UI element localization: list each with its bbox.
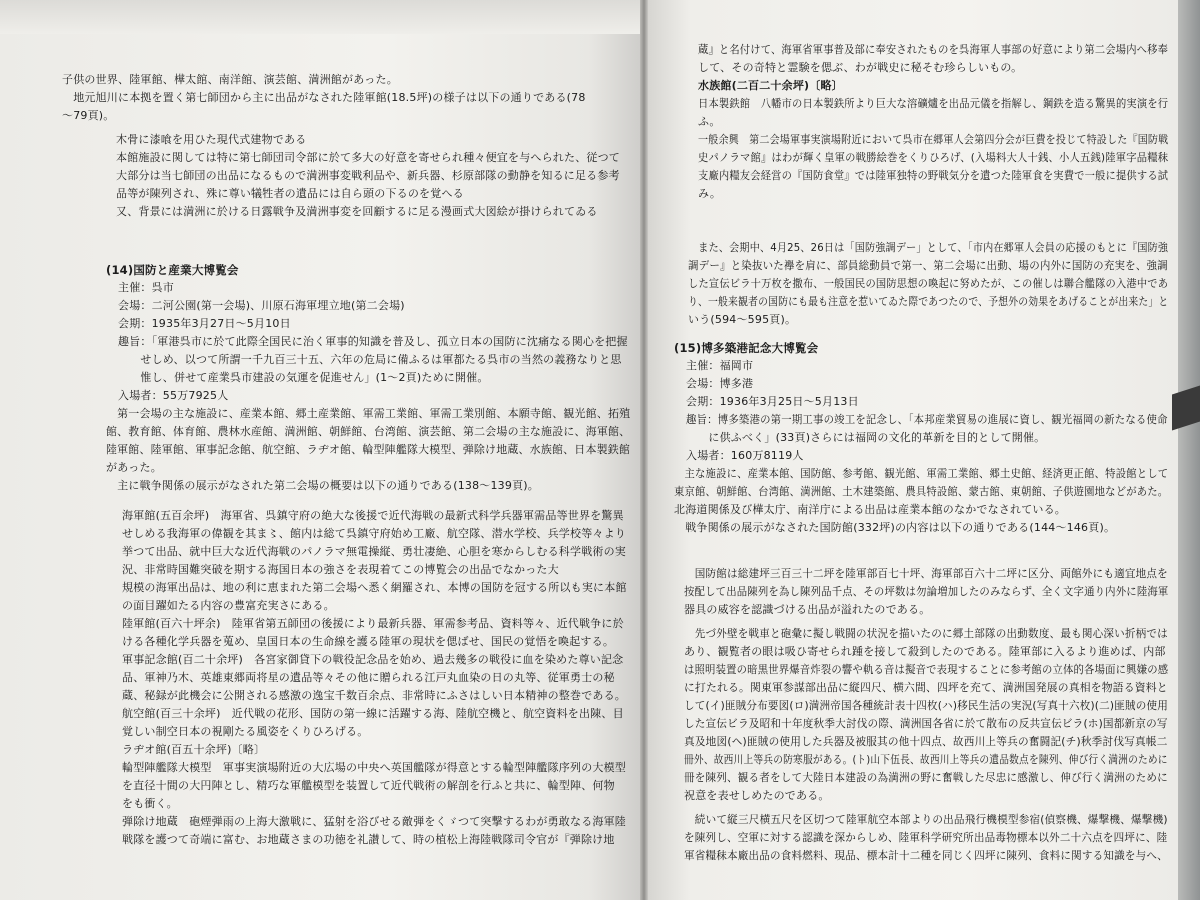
body-line: 東京館、朝鮮館、台湾館、満洲館、土木建築館、農具特設館、蒙古館、東朝館、子供遊園地などがあた。 — [674, 485, 1169, 498]
book-gutter — [640, 0, 648, 900]
info-line: 惟し、併せて産業呉市建設の気運を促進せん」(1〜2頁)ために開催。 — [118, 371, 489, 384]
intro-line: 地元旭川に本拠を置く第七師団から主に出品がなされた陸軍館(18.5坪)の様子は以下の通りである(78 — [62, 91, 586, 104]
body-line: 主な施設に、産業本館、国防館、参考館、観光館、軍需工業館、郷土史館、経済更正館、特設館として — [674, 467, 1169, 480]
right-page — [648, 0, 1178, 900]
info-line: 会場：二河公園(第一会場)、川原石海軍埋立地(第二会場) — [118, 299, 405, 312]
body-line: 第一会場の主な施設に、産業本館、郷土産業館、軍需工業館、軍需工業別館、本願寺館、観光館、拓殖 — [106, 407, 631, 420]
detail-line: を直径十間の大円陣とし、精巧な軍艦模型を装置して近代戦術の解剖を行ふと共に、輪型陣、何物 — [122, 779, 615, 792]
detail-line: 航空館(百三十余坪) 近代戦の花形、国防の第一線に活躍する海、陸航空機と、航空資料を出陳、目 — [122, 707, 624, 720]
detail-line: 祝意を表せしめたのである。 — [684, 789, 830, 802]
info-line: 会場：博多港 — [686, 377, 754, 390]
top-line: 史パノラマ館』はわが輝く皇軍の戦勝絵巻をくりひろげ、(入場料大人十銭、小人五銭)陸軍字品糧秣 — [698, 151, 1169, 164]
detail-line: に打たれる。関東軍参謀部出品に縦四尺、横六間、四坪を充て、満洲国発展の真相を物語る資料と — [684, 681, 1168, 694]
detail-line: して(イ)匪賊分布要図(ロ)満洲帝国各種統計表十四枚(ハ)移民生活の実況(写真十六枚)(二)匪賊の使用 — [684, 699, 1168, 712]
mid-line: り、一般来観者の国防にも最も注意を惹いてゐた際であつたので、予想外の効果をあげることが出来た」と — [688, 295, 1169, 308]
intro-line: 子供の世界、陸軍館、樺太館、南洋館、演芸館、満洲館があった。 — [62, 73, 398, 86]
info-line: 趣旨：「軍港呉市に於て此際全国民に治く軍事的知識を普及し、孤立日本の国防に沈痛なる関心を把握 — [118, 335, 628, 348]
top-line: して、その奇特と霊験を偲ぶ、わが戦史に秘そむ珍らしいもの。 — [698, 61, 1023, 74]
page-stack-edge — [1178, 0, 1200, 900]
body-line: 戦争関係の展示がなされた国防館(332坪)の内容は以下の通りである(144〜146頁)。 — [674, 521, 1116, 534]
mid-line: した宣伝ビラ十万枚を撒布、一般国民の国防思想の喚起に努めたが、この催しは聯合艦隊の入港中であ — [688, 277, 1169, 290]
detail-line: 戦隊を護つて奇端に富む、お地蔵さまの功徳を礼讃して、時の植松上海陸戦隊司令官が『弾除け地 — [122, 833, 615, 846]
top-line: 日本製鉄館 八幡市の日本製鉄所より巨大な溶礦爐を出品元儀を指解し、鋼鉄を造る驚異的実演を行 — [698, 97, 1169, 110]
detail-line: 先づ外壁を戦車と砲彙に擬し戦闘の状況を描いたのに郷土部隊の出動数度、最も関心深い折柄では — [684, 627, 1168, 640]
detail-line: ける各種化学兵器を蒐め、皇国日本の生命線を護る陸軍の現状を偲ばせ、国民の覚悟を喚起する。 — [122, 635, 615, 648]
info-line: 趣旨：博多築港の第一期工事の竣工を記念し、「本邦産業貿易の進展に資し、観光福岡の新たなる使命 — [686, 413, 1168, 426]
detail-line: 軍事記念館(百二十余坪) 各宮家御貸下の戦役記念品を始め、過去幾多の戦役に血を染めた尊い記念 — [122, 653, 624, 666]
detail-line: の面目躍如たる内容の豊富充実さにある。 — [122, 599, 335, 612]
detail-line: あり、観覧者の眼は吸ひ寄せられ踵を接して殺到したのである。陸軍部に入るより進めば、内部 — [684, 645, 1166, 658]
section-15-title: (15)博多築港記念大博覧会 — [674, 341, 819, 355]
detail-line: 国防館は総建坪三百三十二坪を陸軍部百七十坪、海軍部百六十二坪に区分、両館外にも適宜地点を — [684, 567, 1168, 580]
mid-line: 調デー』と染抜いた襷を肩に、部員総動員で第一、第二会場に出動、場の内外に国防の充実を、強調 — [688, 259, 1168, 272]
info-line: 入場者：55万7925人 — [118, 389, 229, 402]
detail-line: 弾除け地蔵 砲煙弾雨の上海大激戦に、猛射を浴びせる敵弾をくゞつて突撃するわが勇敢なる海軍陸 — [122, 815, 626, 828]
detail-line: せしめる我海軍の偉観を其ま〻、館内は総て呉鎮守府始め工廠、航空隊、潜水学校、兵学校等々より — [122, 527, 626, 540]
detail-line: を陳列し、空軍に対する認識を深からしめ、陸軍科学研究所出品毒物標本以外二十六点を四坪に、陸 — [684, 831, 1168, 844]
top-line: 蔵』と名付けて、海軍省軍事普及部に奉安されたものを呉海軍人事部の好意により第二会場内へ移奉 — [698, 43, 1169, 56]
detail-line: 輪型陣艦隊大模型 軍事実演場附近の大広場の中央へ英国艦隊が得意とする輪型陣艦隊序列の大模型 — [122, 761, 626, 774]
detail-line: 品、軍神乃木、英雄東郷両将星の遺品等々その他に贈られる江戸丸血染の日の丸等、従軍勇士の秘 — [122, 671, 615, 684]
info-line: 主催：呉市 — [118, 281, 174, 294]
quote-line: 木骨に漆喰を用ひた現代式建物である — [116, 133, 307, 146]
info-line: 入場者：160万8119人 — [686, 449, 804, 462]
detail-line: 軍省糧秣本廠出品の食料燃料、現品、標本計十二種を同じく四坪に陳列、食料に関する知識を与へ、 — [684, 849, 1168, 862]
detail-line: 規模の海軍出品は、地の利に恵まれた第二会場へ悉く網羅され、本博の国防を冠する所以も実に本館 — [122, 581, 627, 594]
detail-line: 況、非常時国難突破を期する海国日本の強さを表現着てこの博覧会の出品でなかった大 — [122, 563, 559, 576]
body-line: 館、教育館、体育館、農林水産館、満洲館、朝鮮館、台湾館、演芸館、第二会場の主な施設に、海軍館、 — [106, 425, 631, 438]
info-line: 会期：1935年3月27日〜5月10日 — [118, 317, 291, 330]
detail-line: 按配して出品陳列を為し陳列品千点、その坪数は勿論増加したのみならず、全く文字通り内外に陸海軍 — [684, 585, 1169, 598]
top-line: ふ。 — [698, 115, 721, 128]
info-line: に供ふべく」(33頁)さらには福岡の文化的革新を目的として開催。 — [686, 431, 1046, 444]
body-line: 陸軍館、陸軍館、軍事記念館、航空館、ラヂオ館、輪型陣艦隊大模型、弾除け地蔵、水族館、日本製鉄館 — [106, 443, 631, 456]
top-line: み。 — [698, 187, 722, 200]
section-14-title: (14)国防と産業大博覧会 — [106, 263, 239, 277]
detail-line: 海軍館(五百余坪) 海軍省、呉鎮守府の絶大な後援で近代海戦の最新式科学兵器軍需品等世界を驚異 — [122, 509, 624, 522]
quote-line: 又、背景には満洲に於ける日露戦争及満洲事変を回顧するに足る漫画式大図絵が掛けられてゐる — [116, 205, 598, 218]
detail-line: 器具の威容を認識づける出品が溢れたのである。 — [684, 603, 931, 616]
top-line: 水族館(二百二十余坪)〔略〕 — [698, 79, 843, 92]
quote-line: 本館施設に関しては特に第七師団司令部に於て多大の好意を寄せられ種々便宜を与へられた、従つて — [116, 151, 620, 164]
top-line: 一般余興 第二会場軍事実演場附近において呉市在郷軍人会第四分会が巨費を投じて特設した『国防戦 — [698, 133, 1169, 146]
intro-line: 〜79頁)。 — [62, 109, 115, 122]
quote-line: 品等が陳列され、殊に尊い犠牲者の遺品には自ら頭の下るのを覚へる — [116, 187, 464, 200]
quote-line: 大部分は当七師団の出品になるもので満洲事変戦利品や、新兵器、杉原部隊の動静を知るに足る参考 — [116, 169, 620, 182]
detail-line: をも衝く。 — [122, 797, 178, 810]
info-line: せしめ、以つて所謂一千九百三十五、六年の危局に備ふるは軍都たる呉市の当然の義務なりと思 — [118, 353, 622, 366]
body-line: 主に戦争関係の展示がなされた第二会場の概要は以下の通りである(138〜139頁)。 — [106, 479, 539, 492]
detail-line: 覚しい制空日本の視剛たる風姿をくりひろげる。 — [122, 725, 369, 738]
body-line: があった。 — [106, 461, 162, 474]
detail-line: ラヂオ館(百五十余坪)〔略〕 — [122, 743, 266, 756]
detail-line: は照明装置の暗黒世界爆音炸裂の響や軌る音は擬音で表現することに参考館の立体的各場面に興嫌の感 — [684, 663, 1169, 676]
info-line: 主催：福岡市 — [686, 359, 754, 372]
body-line: 北海道関係及び樺太庁、南洋庁による出品は産業本館のなかでなされている。 — [674, 503, 1066, 516]
detail-line: 冊外、故西川上等兵の防寒服がある。(ト)山下伍長、故西川上等兵の遺品数点を陳列、伸び行く満洲のために — [684, 753, 1168, 766]
mid-line: いう(594〜595頁)。 — [688, 313, 797, 326]
top-line: 支廠内糧友会経営の『国防食堂』では陸軍独特の野戦気分を遺つた陸軍食を実費で一般に提供する試 — [698, 169, 1169, 182]
mid-line: また、会期中、4月25、26日は「国防強調デー」として、「市内在郷軍人会員の応援のもとに『国防強 — [688, 241, 1169, 254]
detail-line: 陸軍館(百六十坪余) 陸軍省第五師団の後援により最新兵器、軍需参考品、資料等々、近代戦争に於 — [122, 617, 624, 630]
detail-line: した宣伝ビラ及昭和十年度秋季大討伐の際、満洲国各省に於て散布の反共宣伝ビラ(ホ)国都新京の写 — [684, 717, 1168, 730]
detail-line: 蔵、秘録が此機会に公開される感激の逸宝千数百余点、非常時にふさはしい日本精神の整巻である。 — [122, 689, 626, 702]
detail-line: 挙つて出品、就中巨大な近代海戦のパノラマ無電操縦、勇壮凄絶、心胆を寒からしむる科学戦術の実 — [122, 545, 626, 558]
info-line: 会期：1936年3月25日〜5月13日 — [686, 395, 859, 408]
page-top-shadow — [0, 0, 640, 34]
detail-line: 真及地図(ヘ)匪賊の使用した兵器及被服其の他十四点、故西川上等兵の奮闘記(チ)秋季討伐写真帳二 — [684, 735, 1168, 748]
detail-line: 冊を陳列、観る者をして大陸日本建設の為満洲の野に奮戦した尽忠に感激し、伸び行く満洲のために — [684, 771, 1168, 784]
detail-line: 続いて縦三尺横五尺を区切つて陸軍航空本部よりの出品飛行機模型参宿(偵察機、爆撃機、爆撃機) — [684, 813, 1168, 826]
